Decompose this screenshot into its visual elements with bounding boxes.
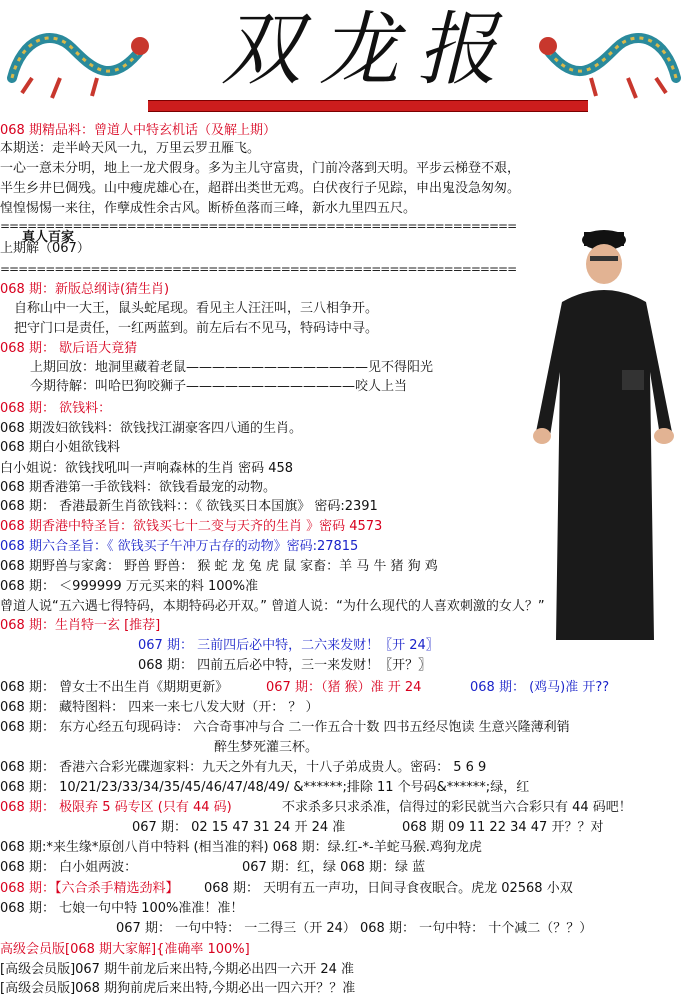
separator-line: ========================================================= [0, 219, 517, 233]
text-line: 068 期 09 11 22 34 47 开？？对 [402, 820, 604, 835]
text-line: 067 期：（猪 猴）准 开 24 [266, 680, 422, 695]
text-line: 068 期： (鸡马)准 开?? [470, 680, 610, 695]
text-line: 068 期： 四前五后必中特，三一来发财！〖开？〗 [138, 658, 432, 673]
text-line: 自称山中一大王，鼠头蛇尾现。看见主人汪汪叫，三八相争开。 [14, 301, 379, 316]
text-line: 068 期香港中特圣旨：欲钱买七十二变与天齐的生肖 》密码 4573 [0, 519, 383, 534]
text-line: 曾道人说“五六遇七得特码，本期特码必开双。” 曾道人说：“为什么现代的人喜欢刺激的女人？” [0, 599, 545, 614]
text-line: 068 期香港第一手欲钱料：欲钱看最宠的动物。 [0, 480, 276, 495]
text-line: 068 期： 天明有五一声功，日间寻食夜眠合。虎龙 02568 小双 [204, 881, 573, 896]
title-underline-bar [148, 100, 588, 112]
text-line: 068 期： 歇后语大竟猜 [0, 341, 138, 356]
text-line: 一心一意未分明，地上一龙犬假身。多为主儿守富贵，门前冷落到天明。平步云梯登不艰， [0, 161, 521, 176]
text-line: 068 期精品料：曾道人中特玄机话（及解上期） [0, 123, 276, 138]
text-line: 068 期： ＜999999 万元买来的料 100%准 [0, 579, 259, 594]
text-line: 白小姐说：欲钱找吼叫一声响森林的生肖 密码 458 [0, 461, 294, 476]
text-line: 068 期： 曾女士不出生肖《期期更新》 [0, 680, 229, 695]
text-line: 068 期： 10/21/23/33/34/35/45/46/47/48/49/ &******;排除 11 个号码&******;绿，红 [0, 780, 530, 795]
text-line: 068 期：新版总纲诗(猜生肖) [0, 282, 170, 297]
text-line: 不求杀多只求杀准，信得过的彩民就当六合彩只有 44 码吧！ [282, 800, 632, 815]
text-line: 068 期： 东方心经五句现码诗： 六合奇事冲与合 二一作五合十数 四书五经尽饱读 生意兴隆薄利销 [0, 720, 570, 735]
text-line: 067 期： 一句中特： 一二得三（开 24） 068 期： 一句中特： 十个减二（？？） [116, 921, 593, 936]
text-line: 上期解（067） [0, 241, 90, 256]
text-line: 068 期野兽与家禽： 野兽 野兽： 猴 蛇 龙 兔 虎 鼠 家畜：羊 马 牛 猪 狗 鸡 [0, 559, 438, 574]
dragon-right-icon [536, 8, 686, 108]
text-line: 高级会员版[068 期大家解]{准确率 100%] [0, 942, 250, 957]
text-line: 068 期： 白小姐两波： [0, 860, 138, 875]
text-line: 醉生梦死灌三杯。 [214, 740, 319, 755]
text-line: 把守门口是责任，一红两蓝到。前左后右不见马，特码诗中寻。 [14, 321, 379, 336]
text-line: 今期待解：叫哈巴狗咬狮子—————————————咬人上当 [30, 379, 408, 394]
text-line: [高级会员版]067 期牛前龙后来出特,今期必出四一六开 24 准 [0, 962, 355, 977]
text-line: 半生乡井巳倜残。山中瘦虎雄心在，超群出类世无鸡。白伏夜行子见踪，申出鬼没急匆匆。 [0, 181, 521, 196]
text-line: 067 期： 02 15 47 31 24 开 24 准 [132, 820, 346, 835]
text-line: 真人百家 [22, 230, 75, 245]
text-line: 本期送：走半岭天风一九，万里云罗丑雁飞。 [0, 141, 261, 156]
text-line: 068 期泼妇欲钱料：欲钱找江湖豪客四八通的生肖。 [0, 421, 302, 436]
text-line: 068 期：生肖特一玄 [推荐] [0, 618, 161, 633]
text-line: 068 期六合圣旨：《 欲钱买子午冲万古存的动物》密码:27815 [0, 539, 359, 554]
text-line: 上期回放：地洞里藏着老鼠——————————————见不得阳光 [30, 360, 434, 375]
text-line: 惶惶惕惕一来往，作孽成性余古风。断桥鱼落而三峰，新水九里四五尺。 [0, 201, 417, 216]
text-line: 068 期:*来生缘*原创八肖中特料 (相当准的料) 068 期：绿.红-*-羊蛇马猴.鸡狗龙虎 [0, 840, 482, 855]
text-line: 068 期： 欲钱料： [0, 401, 112, 416]
text-line: 067 期： 三前四后必中特，二六来发财！〖开 24〗 [138, 638, 439, 653]
separator-line: ========================================================= [0, 262, 517, 276]
text-line: 068 期： 极限弃 5 码专区 (只有 44 码) [0, 800, 232, 815]
text-line: 068 期： 七娘一句中特 100%准准！准！ [0, 901, 244, 916]
text-line: 068 期： 藏特图料： 四来一来七八发大财（开： ？ ） [0, 700, 319, 715]
person-photo [522, 222, 682, 642]
text-line: 067 期：红，绿 068 期：绿 蓝 [242, 860, 426, 875]
dragon-left-icon [2, 8, 152, 108]
text-line: 068 期： 香港最新生肖欲钱料：：《 欲钱买日本国旗》 密码:2391 [0, 499, 378, 514]
page-title: 双龙报 [221, 3, 515, 96]
text-line: [高级会员版]068 期狗前虎后来出特,今期必出一四六开？？准 [0, 981, 356, 996]
text-line: 068 期白小姐欲钱料 [0, 440, 120, 455]
text-line: 068 期：【六合杀手精选劲料】 [0, 881, 179, 896]
header-banner [0, 0, 688, 118]
text-line: 068 期： 香港六合彩光碟迦家料：九天之外有九天，十八子弟成贵人。密码： 5 6 9 [0, 760, 487, 775]
